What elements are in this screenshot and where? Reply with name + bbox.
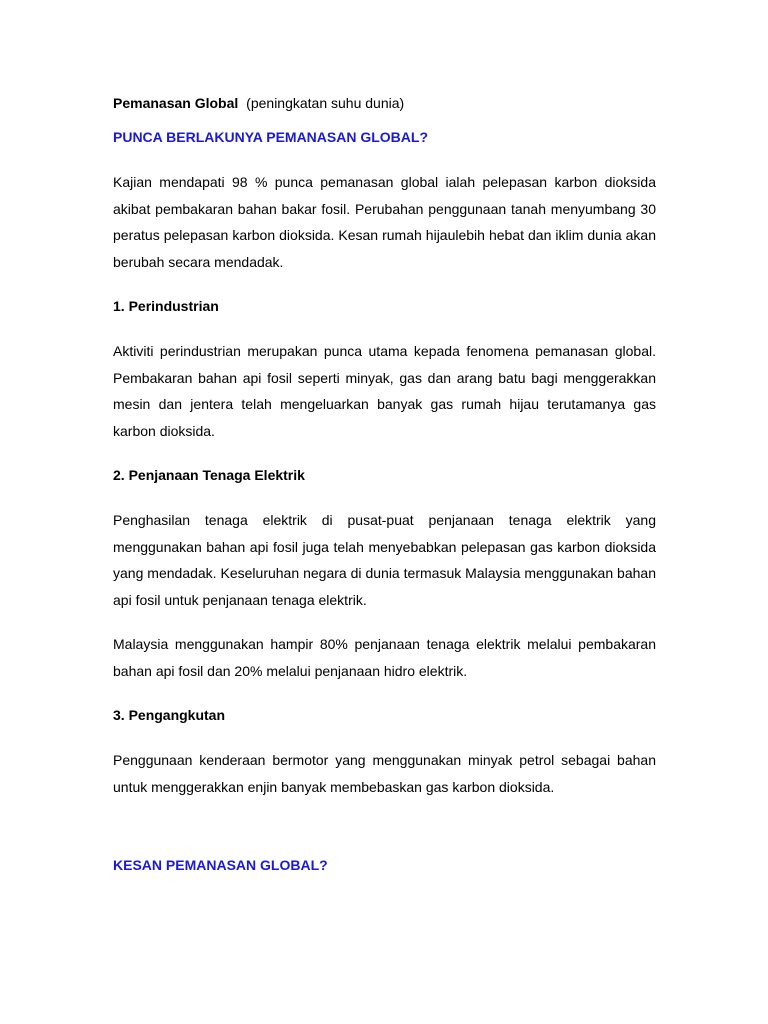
paragraph-industry: Aktiviti perindustrian merupakan punca utama kepada fenomena pemanasan global. Pembakaran bahan api fosil seperti minyak, gas dan arang batu bagi menggerakkan mesin dan jentera telah mengeluarkan banyak gas rumah hijau terutamanya gas karbon dioksida.	[113, 343, 656, 439]
subheading-electricity: 2. Penjanaan Tenaga Elektrik	[113, 467, 305, 483]
section-heading-effects: KESAN PEMANASAN GLOBAL?	[113, 857, 328, 873]
paragraph-electricity-a: Penghasilan tenaga elektrik di pusat-puat penjanaan tenaga elektrik yang menggunakan bahan api fosil juga telah menyebabkan pelepasan gas karbon dioksida yang mendadak. Keseluruhan negara di dunia termasuk Malaysia menggunakan bahan api fosil untuk penjanaan tenaga elektrik.	[113, 512, 656, 608]
title-main: Pemanasan Global	[113, 95, 239, 111]
title-subtitle: (peningkatan suhu dunia)	[246, 95, 405, 111]
paragraph-electricity-b: Malaysia menggunakan hampir 80% penjanaan tenaga elektrik melalui pembakaran bahan api fosil dan 20% melalui penjanaan hidro elektrik.	[113, 636, 656, 679]
document-content	[113, 94, 656, 874]
subheading-transport: 3. Pengangkutan	[113, 707, 226, 723]
document-title	[113, 94, 656, 112]
subheading-industry: 1. Perindustrian	[113, 298, 219, 314]
section-heading-causes: PUNCA BERLAKUNYA PEMANASAN GLOBAL?	[113, 129, 429, 145]
intro-paragraph: Kajian mendapati 98 % punca pemanasan global ialah pelepasan karbon dioksida akibat pembakaran bahan bakar fosil. Perubahan penggunaan tanah menyumbang 30 peratus pelepasan karbon dioksida. Kesan rumah hijaulebih hebat dan iklim dunia akan berubah secara mendadak.	[113, 174, 656, 270]
paragraph-transport: Penggunaan kenderaan bermotor yang menggunakan minyak petrol sebagai bahan untuk menggerakkan enjin banyak membebaskan gas karbon dioksida.	[113, 752, 656, 795]
